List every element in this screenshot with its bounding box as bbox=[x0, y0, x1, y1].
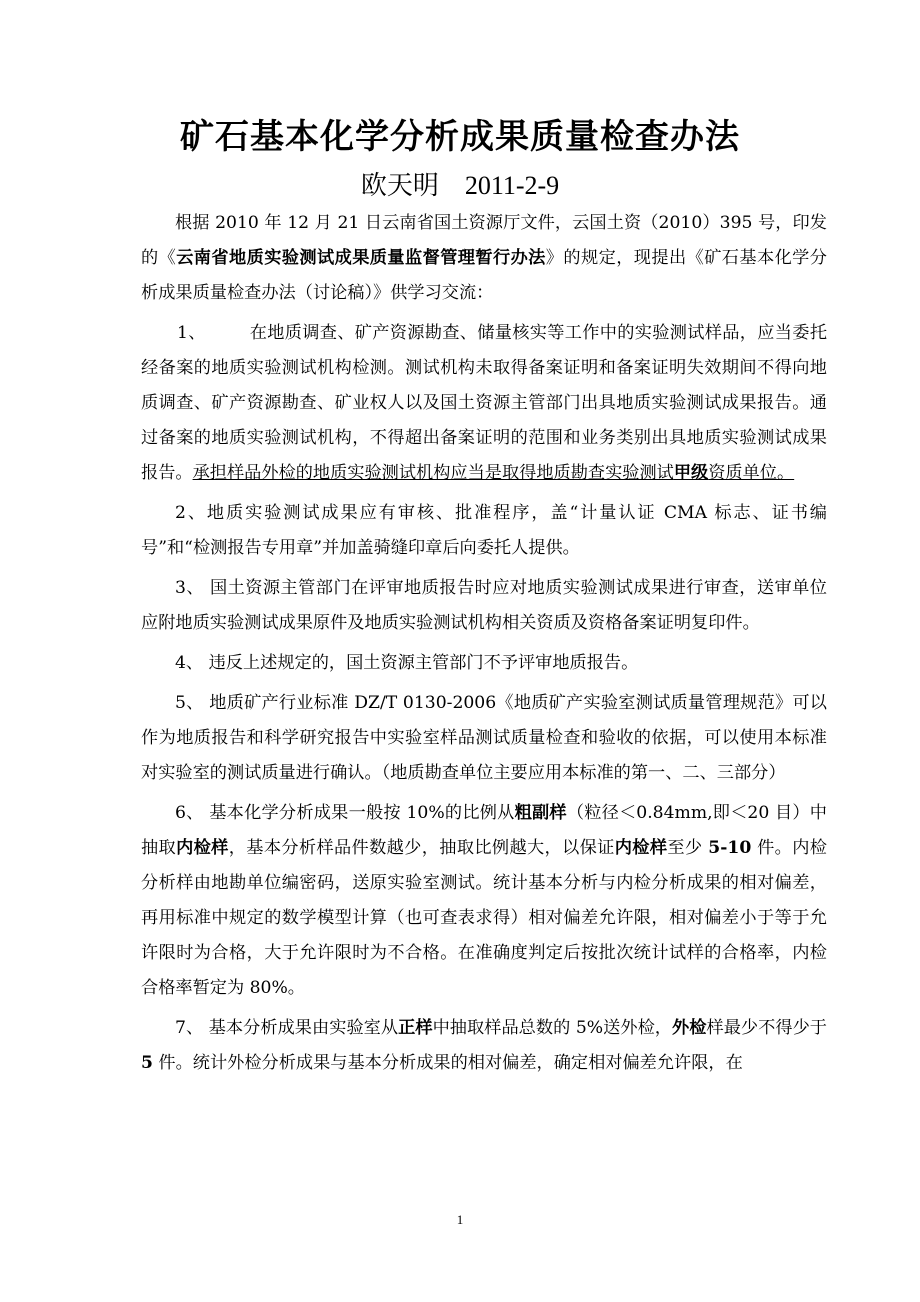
paragraph-1 bbox=[141, 316, 827, 491]
intro-text-1: 根据 2010 年 12 月 21 日云南省国土资源厅文件，云国土资（2010）395 号，印发的《 bbox=[141, 213, 827, 268]
paragraph-7-bold-3: 5 bbox=[141, 1053, 153, 1073]
paragraph-6-bold-4: 5-10 bbox=[708, 838, 752, 858]
paragraph-4: 4、 违反上述规定的，国土资源主管部门不予评审地质报告。 bbox=[175, 653, 639, 673]
paragraph-7-bold-2: 外检 bbox=[672, 1018, 707, 1038]
paragraph-6-bold-2: 内检样 bbox=[176, 838, 229, 858]
paragraph-1-grade: 甲级 bbox=[673, 463, 709, 483]
paragraph-1-underlined-text-2: 资质单位。 bbox=[708, 463, 795, 483]
intro-paragraph bbox=[141, 206, 827, 311]
paragraph-3: 3、 国土资源主管部门在评审地质报告时应对地质实验测试成果进行审查，送审单位应附地质实验测试成果原件及地质实验测试机构相关资质及资格备案证明复印件。 bbox=[141, 578, 827, 633]
paragraph-6 bbox=[141, 796, 827, 1006]
paragraph-2: 2、地质实验测试成果应有审核、批准程序，盖“计量认证 CMA 标志、证书编号”和“检测报告专用章”并加盖骑缝印章后向委托人提供。 bbox=[141, 503, 827, 558]
paragraph-6-bold-3: 内检样 bbox=[614, 838, 668, 858]
paragraph-1-underlined bbox=[193, 463, 795, 483]
paragraph-6-text-5: 件。内检分析样由地勘单位编密码，送原实验室测试。统计基本分析与内检分析成果的相对偏差，再用标准中规定的数学模型计算（也可查表求得）相对偏差允许限，相对偏差小于等于允许限时为合格，大于允许限时为不合格。在准确度判定后按批次统计试样的合格率，内检合格率暂定为 80%。 bbox=[141, 838, 827, 998]
paragraph-1-number: 1、 bbox=[177, 323, 206, 343]
document-body bbox=[141, 206, 827, 1086]
paragraph-6-text-3: ，基本分析样品件数越少，抽取比例越大，以保证 bbox=[228, 838, 615, 858]
paragraph-7-text-1: 7、 基本分析成果由实验室从 bbox=[175, 1018, 399, 1038]
paragraph-5: 5、 地质矿产行业标准 DZ/T 0130-2006《地质矿产实验室测试质量管理规范》可以作为地质报告和科学研究报告中实验室样品测试质量检查和验收的依据，可以使用本标准对实验室的测试质量进行确认。（地质勘查单位主要应用本标准的第一、二、三部分） bbox=[141, 693, 827, 783]
paragraph-1-text: 在地质调查、矿产资源勘查、储量核实等工作中的实验测试样品，应当委托经备案的地质实验测试机构检测。测试机构未取得备案证明和备案证明失效期间不得向地质调查、矿产资源勘查、矿业权人以及国土资源主管部门出具地质实验测试成果报告。通过备案的地质实验测试机构，不得超出备案证明的范围和业务类别出具地质实验测试成果报告。 bbox=[141, 323, 828, 483]
regulation-name: 云南省地质实验测试成果质量监督管理暂行办法 bbox=[176, 248, 546, 268]
document-title: 矿石基本化学分析成果质量检查办法 bbox=[180, 117, 740, 157]
paragraph-1-underlined-text-1: 承担样品外检的地质实验测试机构应当是取得地质勘查实验测试 bbox=[192, 463, 674, 483]
paragraph-6-text-2: （粒径＜0.84mm,即＜20 目）中抽取 bbox=[141, 803, 827, 858]
byline bbox=[0, 166, 920, 206]
intro-text-2: 》的规定，现提出《矿石基本化学分析成果质量检查办法（讨论稿）》供学习交流： bbox=[141, 248, 827, 303]
paragraph-7 bbox=[141, 1011, 827, 1081]
page-number: 1 bbox=[456, 1212, 464, 1227]
author-name: 欧天明 bbox=[360, 171, 439, 201]
paragraph-7-text-3: 样最少不得少于 bbox=[706, 1018, 827, 1038]
paragraph-6-bold-1: 粗副样 bbox=[514, 803, 567, 823]
paragraph-6-text-1: 6、 基本化学分析成果一般按 10%的比例从 bbox=[175, 803, 515, 823]
document-date: 2011-2-9 bbox=[464, 171, 560, 200]
paragraph-7-bold-1: 正样 bbox=[398, 1018, 433, 1038]
paragraph-6-text-4: 至少 bbox=[667, 838, 709, 858]
paragraph-7-text-4: 件。统计外检分析成果与基本分析成果的相对偏差，确定相对偏差允许限，在 bbox=[152, 1053, 743, 1073]
paragraph-7-text-2: 中抽取样品总数的 5%送外检， bbox=[432, 1018, 673, 1038]
